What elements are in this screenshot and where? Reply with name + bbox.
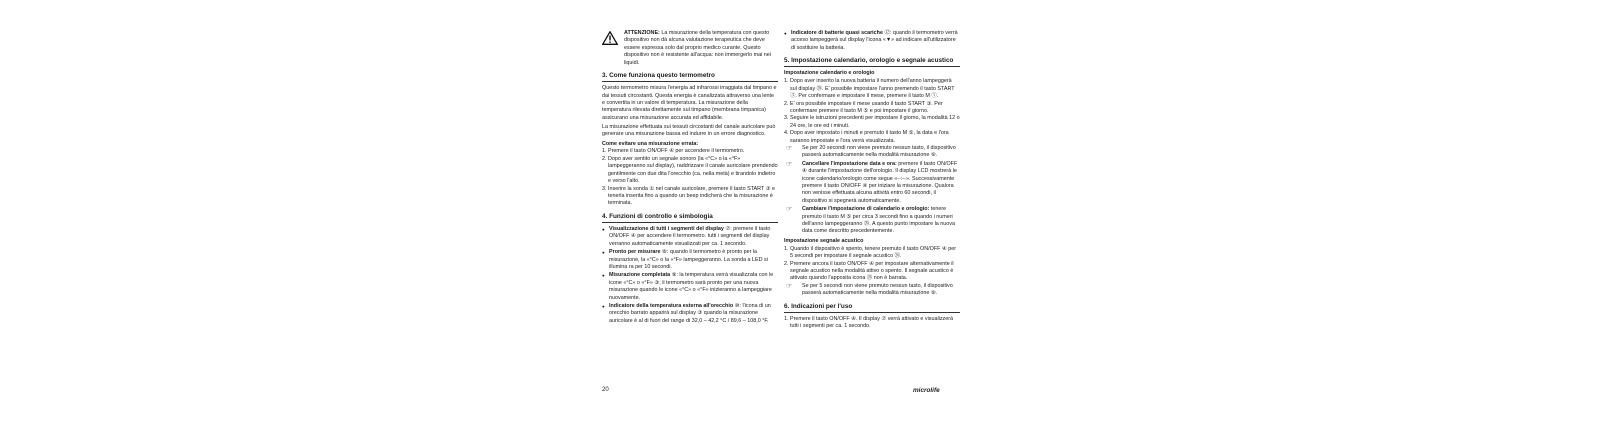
manual-page	[590, 30, 966, 400]
warning-block	[602, 30, 778, 67]
calendar-clock-title: Impostazione calendario e orologio	[784, 70, 875, 77]
section-4-title: 4. Funzioni di controllo e simbologia	[602, 213, 778, 223]
note: ☞ Se per 5 secondi non viene premuto nessun tasto, il dispositivo passerà automaticamente nella modalità misurazione ⑨.	[786, 282, 953, 297]
list-item: 1. Quando il dispositivo è spento, tenere premuto il tasto ON/OFF ④ per 5 secondi per impostare il segnale acustico ㉖.	[784, 245, 957, 260]
page-number: 20	[602, 387, 609, 393]
list-item: 3. Seguire le istruzioni precedenti per impostare il giorno, la modalità 12 o 24 ore, le ore ed i minuti.	[784, 115, 960, 129]
calendar-clock-list	[784, 78, 960, 145]
list-item: ● Indicatore di batterie quasi scariche ⑫: quando il termometro verrà acceso lampeggerà sul display l'icona «▼» ad indicare all'utilizzatore di sostituire la batteria.	[784, 30, 960, 52]
warning-title: ATTENZIONE:	[624, 30, 660, 36]
list-item: 2. Premere ancora il tasto ON/OFF ④ per impostare alternativamente il segnale acustico nella modalità attivo o spento. Il segnale acustico è attivato quando l'apposita icona ㉖ non è barrata.	[784, 260, 954, 282]
list-item: 1. Premere il tasto ON/OFF ④ per accendere il termometro.	[602, 148, 745, 155]
warning-triangle-icon	[602, 31, 618, 45]
list-item: 4. Dopo aver impostato i minuti e premuto il tasto M ⑤, la data e l'ora saranno impostate e l'ora verrà visualizzata.	[784, 130, 949, 144]
section-3-paragraph-1: Questo termometro misura l'energia ad infrarossi irraggiata dal timpano e dai tessuti circostanti. Questa energia è canalizzata attraverso una lente e convertita in un valore di temperatura. La misurazione della temperatura rilevata direttamente sul timpano (membrana timpanica) assicurano una misurazione accurata ed affidabile.	[602, 85, 777, 121]
symbol-list	[602, 226, 778, 325]
list-item: 1. Premere il tasto ON/OFF ④. Il display ⑦ verrà attivato e visualizzerà tutti i segmenti per ca. 1 secondo.	[784, 315, 954, 330]
note: ☞ Cambiare l'impostazione di calendario e orologio: tenere premuto il tasto M ⑤ per circa 3 secondi fino a quando i numeri dell'anno lampeggeranno ⑳. A questo punto impostare la nuova data come descritto precedentemente.	[786, 206, 955, 235]
list-item: ● Misurazione completata ⑨: la temperatura verrà visualizzata con le icone «°C» o «°F» ③; il termometro sarà pronto per una nuova misurazione quando le icone «°C» o «°F» inizieranno a lampeggiare nuovamente.	[602, 272, 778, 302]
warning-text: La misurazione della temperatura con questo dispositivo non dà alcuna valutazione terapeutica che deve essere espressa solo dal proprio medico curante. Questo dispositivo non è resistente all'acqua: non immergerlo mai nei liquidi.	[624, 30, 771, 66]
battery-list	[784, 30, 960, 52]
right-column	[784, 30, 960, 331]
sound-setting-list	[784, 246, 960, 283]
brand-logo: microlife	[913, 387, 940, 394]
list-item: 2. E' ora possibile impostare il mese usando il tasto START ③. Per confermare premere il tasto M ⑤ e poi impostare il giorno.	[784, 100, 943, 114]
note: ☞ Se per 20 secondi non viene premuto nessun tasto, il dispositivo passerà automaticamente nella modalità misurazione ⑨.	[786, 144, 956, 159]
left-column	[602, 30, 778, 326]
pointing-hand-icon: ☞	[786, 282, 793, 290]
list-item: ● Pronto per misurare ⑧: quando il termometro è pronto per la misurazione, la «°C» o la «°F» lampeggeranno. La sonda a LED si illumina ra per 10 secondi.	[602, 249, 778, 271]
list-item: 1. Dopo aver inserito la nuova batteria il numero dell'anno lampeggerà sul display ⑳. E' possibile impostare l'anno premendo il tasto START ③. Per confermare e impostare il mese, premere il tasto M ⑤.	[784, 78, 955, 100]
note: ☞ Cancellare l'impostazione data e ora: premere il tasto ON/OFF ④ durante l'impostazione dell'orologio. Il display LCD mostrerà le icone calendario/orologio come segue «--:--». Successivamente premere il tasto ON/OFF ④ per iniziare la misurazione. Qualora non venisse effettuata alcuna attività entro 60 secondi, il dispositivo si spegnerà automaticamente.	[786, 160, 958, 204]
section-6-title: 6. Indicazioni per l'uso	[784, 303, 960, 313]
list-item: 3. Inserire la sonda ① nel canale auricolare, premere il tasto START ③ e tenerla inserita fino a quando un beep indicherà che la misurazione è terminata.	[602, 185, 775, 207]
avoid-errors-title: Come evitare una misurazione errata:	[602, 140, 699, 147]
list-item: ● Visualizzazione di tutti i segmenti del display ⑦: premere il tasto ON/OFF ④ per accendere il termometro. tutti i segmenti del display verranno automaticamente visualizzati per ca. 1 secondo.	[602, 226, 778, 248]
section-3-paragraph-2: La misurazione effettuata sui tessuti circostanti del canale auricolare può generare una misurazione bassa ed indurre in un errore diagnostico.	[602, 123, 776, 138]
section-3-title: 3. Come funziona questo termometro	[602, 72, 778, 82]
pointing-hand-icon: ☞	[786, 144, 793, 152]
section-5-title: 5. Impostazione calendario, orologio e segnale acustico	[784, 57, 960, 67]
pointing-hand-icon: ☞	[786, 206, 793, 214]
usage-list	[784, 316, 960, 331]
pointing-hand-icon: ☞	[786, 160, 793, 168]
list-item: ● Indicatore della temperatura esterna all'orecchio ⑩: l'icona di un orecchio barrato apparirà sul display ③ quando la misurazione auricolare è al di fuori del range di 32,0 – 42,2 °C / 89,6 – 108,0 °F.	[602, 303, 778, 325]
list-item: 2. Dopo aver sentito un segnale sonoro (la «°C» o la «°F» lampeggeranno sul display), raddrizzare il canale auricolare prendendo gentilmente con due dita l'orecchio (ca. nella metà) e tirandolo indietro e verso l'alto.	[602, 155, 778, 185]
sound-setting-title: Impostazione segnale acustico	[784, 237, 864, 244]
avoid-errors-list	[602, 148, 778, 207]
